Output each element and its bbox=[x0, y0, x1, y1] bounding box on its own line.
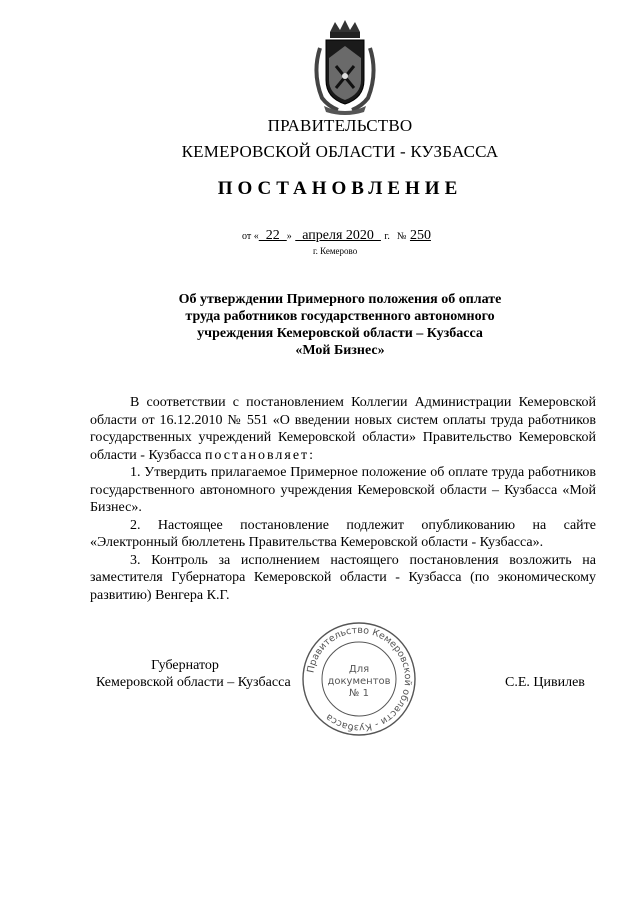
stamp-center-line1: Для bbox=[348, 664, 370, 675]
official-stamp bbox=[300, 620, 418, 738]
item-1-paragraph: 1. Утвердить прилагаемое Примерное положение об оплате труда работников государственного автономного учреждения Кемеровской области – Кузбасса «Мой Бизнес». bbox=[90, 465, 596, 515]
date-day: 22 bbox=[258, 228, 287, 243]
stamp-center-line3: № 1 bbox=[349, 688, 369, 699]
document-title bbox=[120, 291, 560, 359]
stamp-ring-text: Правительство Кемеровской области - Кузбасса bbox=[305, 624, 414, 734]
preamble-paragraph bbox=[90, 394, 596, 464]
date-line bbox=[242, 228, 431, 244]
coat-of-arms-emblem bbox=[310, 18, 380, 116]
government-name-line2: КЕМЕРОВСКОЙ ОБЛАСТИ - КУЗБАССА bbox=[181, 142, 499, 161]
title-line: труда работников государственного автономного bbox=[185, 309, 495, 324]
document-type-heading: ПОСТАНОВЛЕНИЕ bbox=[217, 178, 463, 199]
item-3-paragraph: 3. Контроль за исполнением настоящего постановления возложить на заместителя Губернатора Кемеровской области - Кузбасса (по экономическому развитию) Венгера К.Г. bbox=[90, 552, 596, 603]
government-name-line1: ПРАВИТЕЛЬСТВО bbox=[267, 116, 413, 135]
resolves-word: постановляет: bbox=[204, 447, 316, 463]
date-prefix: от « bbox=[242, 231, 259, 242]
city-label: г. Кемерово bbox=[313, 246, 358, 256]
preamble-text: В соответствии с постановлением Коллегии Администрации Кемеровской области от 16.12.2010 № 551 «О введении новых систем оплаты труда работников государственных учреждений Кемеровской области» Правительство Кемеровской области - Кузбасса bbox=[90, 395, 596, 463]
date-year-suffix: г. bbox=[384, 231, 390, 242]
number-prefix: № bbox=[396, 231, 407, 242]
stamp-center-line2: документов bbox=[327, 676, 391, 687]
date-month-year: апреля 2020 bbox=[295, 228, 381, 243]
title-line: «Мой Бизнес» bbox=[295, 343, 385, 358]
signatory-title-line1: Губернатор bbox=[151, 658, 219, 673]
item-2-paragraph: 2. Настоящее постановление подлежит опубликованию на сайте «Электронный бюллетень Правительства Кемеровской области - Кузбасса». bbox=[90, 517, 596, 550]
signatory-name: С.Е. Цивилев bbox=[505, 675, 585, 690]
date-separator: » bbox=[286, 231, 292, 242]
title-line: учреждения Кемеровской области – Кузбасса bbox=[197, 326, 483, 341]
title-line: Об утверждении Примерного положения об оплате bbox=[178, 292, 502, 307]
document-body bbox=[90, 394, 596, 604]
signatory-title-line2: Кемеровской области – Кузбасса bbox=[96, 675, 291, 690]
document-number: 250 bbox=[409, 228, 431, 243]
